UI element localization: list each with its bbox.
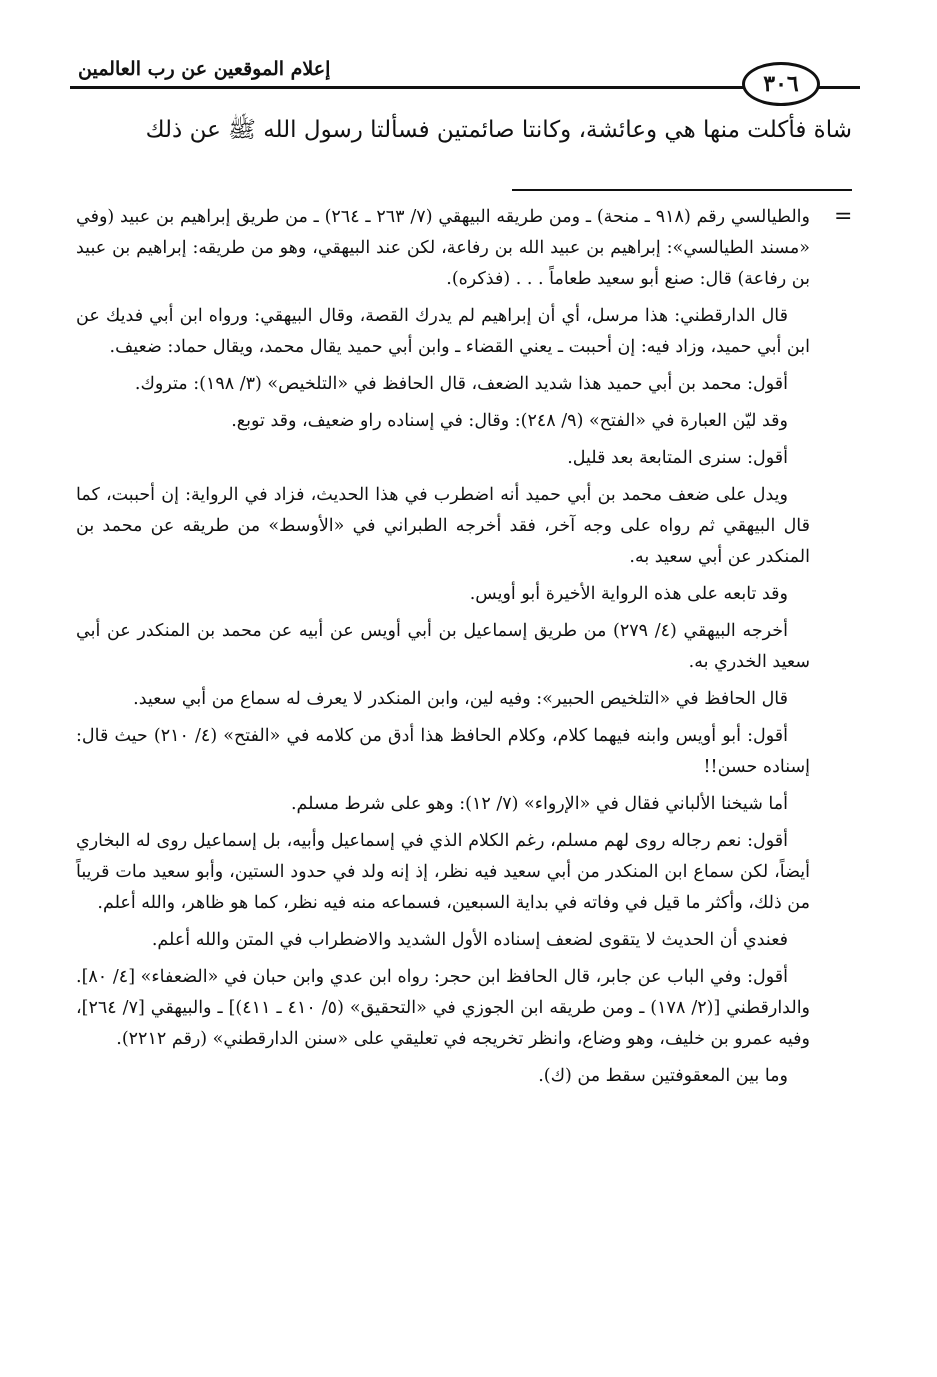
footnote-paragraph: أقول: سنرى المتابعة بعد قليل. [567,448,788,468]
footnote-separator [512,189,852,191]
footnote-paragraph: أخرجه البيهقي (٤/ ٢٧٩) من طريق إسماعيل بن أبي أويس عن أبيه عن محمد بن المنكدر عن أبي سعيد الخدري به. [76,621,810,672]
footnote-paragraph: وما بين المعقوفتين سقط من (ك). [538,1066,788,1086]
footnote-paragraph: والطيالسي رقم (٩١٨ ـ منحة) ـ ومن طريقه البيهقي (٧/ ٢٦٣ ـ ٢٦٤) ـ من طريق إبراهيم بن عبيد (وفي «مسند الطيالسي»: إبراهيم بن عبيد الله بن رفاعة، لكن عند البيهقي، وهو من طريقه: إبراهيم بن عبيد بن رفاعة) قال: صنع أبو سعيد طعاماً . . . (فذكره). [76,207,810,289]
footnotes [76,202,810,1098]
footnote-paragraph: وقد تابعه على هذه الرواية الأخيرة أبو أويس. [469,584,788,604]
page-header [70,50,860,108]
page-number: ٣٠٦ [742,62,820,106]
footnote-paragraph: أقول: أبو أويس وابنه فيهما كلام، وكلام الحافظ هذا أدق من كلامه في «الفتح» (٤/ ٢١٠) حيث قال: إسناده حسن!! [76,726,810,777]
footnote-paragraph: فعندي أن الحديث لا يتقوى لضعف إسناده الأول الشديد والاضطراب في المتن والله أعلم. [151,930,788,950]
footnote-paragraph: أقول: وفي الباب عن جابر، قال الحافظ ابن حجر: رواه ابن عدي وابن حبان في «الضعفاء» [٤/ ٨٠]. والدارقطني [(٢/ ١٧٨) ـ ومن طريقه ابن الجوزي في «التحقيق» (٥/ ٤١٠ ـ ٤١١)] ـ والبيهقي [٧/ ٢٦٤]، وفيه عمرو بن خليف، وهو وضاع، وانظر تخريجه في تعليقي على «سنن الدارقطني» (رقم ٢٢١٢). [76,967,811,1049]
footnote-paragraph: أقول: نعم رجاله روى لهم مسلم، رغم الكلام الذي في إسماعيل وأبيه، بل إسماعيل روى له البخاري أيضاً، لكن سماع ابن المنكدر من أبي سعيد فيه نظر، إذ إنه ولد في حدود الستين، وأبو سعيد مات قريباً من ذلك، وأكثر ما قيل في وفاته في بداية السبعين، فسماعه منه فيه نظر، كما هو ظاهر، والله أعلم. [76,831,810,913]
footnote-paragraph: أما شيخنا الألباني فقال في «الإرواء» (٧/ ١٢): وهو على شرط مسلم. [290,794,788,814]
footnote-paragraph: قال الدارقطني: هذا مرسل، أي أن إبراهيم لم يدرك القصة، وقال البيهقي: ورواه ابن أبي فديك عن ابن أبي حميد، وزاد فيه: إن أحببت ـ يعني القضاء ـ وابن أبي حميد يقال محمد، ويقال حماد: ضعيف. [76,306,810,357]
footnote-continuation-mark: = [834,204,853,229]
header-rule [70,86,754,89]
main-text: شاة فأكلت منها هي وعائشة، وكانتا صائمتين فسألتا رسول الله ﷺ عن ذلك [145,117,852,143]
footnote-paragraph: أقول: محمد بن أبي حميد هذا شديد الضعف، قال الحافظ في «التلخيص» (٣/ ١٩٨): متروك. [134,374,788,394]
footnote-paragraph: قال الحافظ في «التلخيص الحبير»: وفيه لين، وابن المنكدر لا يعرف له سماع من أبي سعيد. [133,689,788,709]
footnote-paragraph: وقد ليّن العبارة في «الفتح» (٩/ ٢٤٨): وقال: في إسناده راو ضعيف، وقد توبع. [231,411,788,431]
footnote-paragraph: ويدل على ضعف محمد بن أبي حميد أنه اضطرب في هذا الحديث، فزاد في الرواية: إن أحببت، كما قال البيهقي ثم رواه على وجه آخر، فقد أخرجه الطبراني في «الأوسط» من طريقه عن محمد بن المنكدر عن أبي سعيد به. [76,485,810,567]
running-title: إعلام الموقعين عن رب العالمين [78,58,331,80]
